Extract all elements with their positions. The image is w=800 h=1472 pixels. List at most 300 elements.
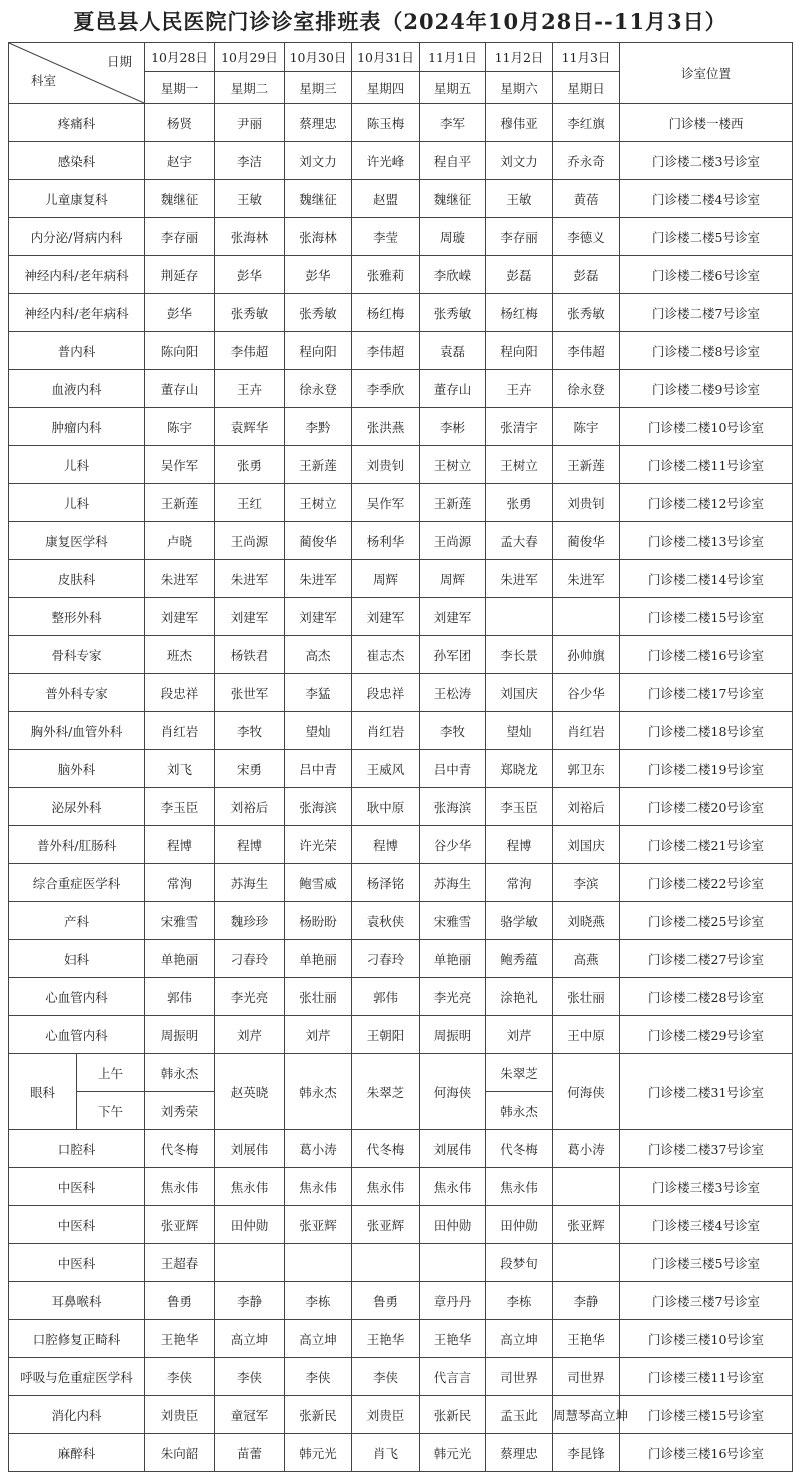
dept-name: 内分泌/肾病内科: [9, 218, 145, 256]
dept-name: 中医科: [9, 1206, 145, 1244]
room-location: 门诊楼二楼19号诊室: [620, 750, 793, 788]
table-row: [9, 674, 793, 712]
dept-name: 普外科专家: [9, 674, 145, 712]
doctor-cell: 李伟超: [352, 332, 420, 370]
dept-name: 感染科: [9, 142, 145, 180]
doctor-cell: 朱进军: [486, 560, 553, 598]
doctor-cell: 程向阳: [486, 332, 553, 370]
doctor-cell: 刘贵臣: [352, 1396, 420, 1434]
doctor-cell: 魏继征: [285, 180, 352, 218]
doctor-cell: 李洁: [215, 142, 285, 180]
doctor-cell: 刘文力: [285, 142, 352, 180]
weekday-header: 星期日: [553, 72, 620, 104]
doctor-cell: 谷少华: [420, 826, 486, 864]
doctor-cell: 李栋: [285, 1282, 352, 1320]
doctor-cell: 涂艳礼: [486, 978, 553, 1016]
doctor-cell: 彭磊: [486, 256, 553, 294]
doctor-cell: 郭伟: [352, 978, 420, 1016]
dept-name: 儿科: [9, 446, 145, 484]
room-location: 门诊楼二楼37号诊室: [620, 1130, 793, 1168]
doctor-cell: 董存山: [145, 370, 215, 408]
doctor-cell: [285, 1244, 352, 1282]
doctor-cell: 张秀敏: [215, 294, 285, 332]
doctor-cell: 吴作军: [145, 446, 215, 484]
doctor-cell: 彭华: [285, 256, 352, 294]
doctor-cell: 朱翠芝: [486, 1054, 553, 1092]
doctor-cell: [215, 1244, 285, 1282]
room-location: 门诊楼三楼7号诊室: [620, 1282, 793, 1320]
schedule-body-b: [9, 1130, 793, 1472]
doctor-cell: 周慧琴高立坤: [553, 1396, 620, 1434]
doctor-cell: 孟玉此: [486, 1396, 553, 1434]
doctor-cell: 李莹: [352, 218, 420, 256]
doctor-cell: 朱进军: [215, 560, 285, 598]
doctor-cell: 王新莲: [285, 446, 352, 484]
doctor-cell: 代冬梅: [486, 1130, 553, 1168]
doctor-cell: 常洵: [145, 864, 215, 902]
doctor-cell: 尹丽: [215, 104, 285, 142]
doctor-cell: 单艳丽: [420, 940, 486, 978]
doctor-cell: 董存山: [420, 370, 486, 408]
doctor-cell: 肖红岩: [553, 712, 620, 750]
doctor-cell: 李伟超: [215, 332, 285, 370]
doctor-cell: 李静: [553, 1282, 620, 1320]
doctor-cell: 徐永登: [553, 370, 620, 408]
doctor-cell: 韩元光: [285, 1434, 352, 1472]
doctor-cell: 穆伟亚: [486, 104, 553, 142]
doctor-cell: 高立坤: [215, 1320, 285, 1358]
doctor-cell: 望灿: [285, 712, 352, 750]
doctor-cell: [420, 1244, 486, 1282]
doctor-cell: 卢晓: [145, 522, 215, 560]
doctor-cell: 郭卫东: [553, 750, 620, 788]
dept-name: 中医科: [9, 1168, 145, 1206]
doctor-cell: 李红旗: [553, 104, 620, 142]
room-location: 门诊楼二楼6号诊室: [620, 256, 793, 294]
doctor-cell: 许光峰: [352, 142, 420, 180]
doctor-cell: 刘建军: [352, 598, 420, 636]
doctor-cell: [486, 598, 553, 636]
doctor-cell: 许光荣: [285, 826, 352, 864]
doctor-cell: 孙帅旗: [553, 636, 620, 674]
dept-name: 综合重症医学科: [9, 864, 145, 902]
table-row: [9, 294, 793, 332]
doctor-cell: 张新民: [420, 1396, 486, 1434]
date-header: 10月31日: [352, 43, 420, 72]
date-header: 10月29日: [215, 43, 285, 72]
dept-name: 眼科: [9, 1054, 77, 1130]
weekday-header: 星期四: [352, 72, 420, 104]
dept-name: 儿童康复科: [9, 180, 145, 218]
dept-name: 麻醉科: [9, 1434, 145, 1472]
room-location: 门诊楼二楼22号诊室: [620, 864, 793, 902]
doctor-cell: 张新民: [285, 1396, 352, 1434]
header-row-dates: [9, 43, 793, 72]
doctor-cell: 程向阳: [285, 332, 352, 370]
doctor-cell: 李光亮: [215, 978, 285, 1016]
doctor-cell: 田仲勋: [420, 1206, 486, 1244]
doctor-cell: 焦永伟: [352, 1168, 420, 1206]
doctor-cell: 王艳华: [420, 1320, 486, 1358]
doctor-cell: 朱进军: [145, 560, 215, 598]
doctor-cell: 章丹丹: [420, 1282, 486, 1320]
doctor-cell: 郭伟: [145, 978, 215, 1016]
doctor-cell: 蔺俊华: [285, 522, 352, 560]
doctor-cell: 张清宇: [486, 408, 553, 446]
dept-name: 妇科: [9, 940, 145, 978]
room-location: 门诊楼二楼14号诊室: [620, 560, 793, 598]
doctor-cell: 李侠: [352, 1358, 420, 1396]
doctor-cell: 魏继征: [145, 180, 215, 218]
room-location: 门诊楼二楼13号诊室: [620, 522, 793, 560]
schedule-table: [8, 42, 793, 1472]
table-row: [9, 256, 793, 294]
corner-header: [9, 43, 145, 104]
doctor-cell: 刘建军: [215, 598, 285, 636]
doctor-cell: 童冠军: [215, 1396, 285, 1434]
room-location: 门诊楼二楼10号诊室: [620, 408, 793, 446]
doctor-cell: 李牧: [420, 712, 486, 750]
room-location: 门诊楼二楼15号诊室: [620, 598, 793, 636]
doctor-cell: 耿中原: [352, 788, 420, 826]
dept-name: 呼吸与危重症医学科: [9, 1358, 145, 1396]
doctor-cell: 程博: [145, 826, 215, 864]
doctor-cell: 蔡理忠: [285, 104, 352, 142]
dept-name: 疼痛科: [9, 104, 145, 142]
doctor-cell: 田仲勋: [215, 1206, 285, 1244]
doctor-cell: 葛小涛: [285, 1130, 352, 1168]
table-row: [9, 522, 793, 560]
doctor-cell: 王威风: [352, 750, 420, 788]
doctor-cell: 李牧: [215, 712, 285, 750]
doctor-cell: 苏海生: [420, 864, 486, 902]
doctor-cell: 鲍雪威: [285, 864, 352, 902]
room-location: 门诊楼三楼10号诊室: [620, 1320, 793, 1358]
doctor-cell: 王敏: [215, 180, 285, 218]
doctor-cell: 黄蓓: [553, 180, 620, 218]
doctor-cell: 单艳丽: [285, 940, 352, 978]
table-row: [9, 446, 793, 484]
room-location: 门诊楼二楼20号诊室: [620, 788, 793, 826]
dept-name: 康复医学科: [9, 522, 145, 560]
doctor-cell: 王树立: [285, 484, 352, 522]
doctor-cell: 李栋: [486, 1282, 553, 1320]
doctor-cell: 刘建军: [420, 598, 486, 636]
table-row: [9, 1130, 793, 1168]
dept-name: 心血管内科: [9, 1016, 145, 1054]
doctor-cell: 张壮丽: [553, 978, 620, 1016]
date-header: 11月1日: [420, 43, 486, 72]
doctor-cell: 韩元光: [420, 1434, 486, 1472]
doctor-cell: 周璇: [420, 218, 486, 256]
doctor-cell: 蔡理忠: [486, 1434, 553, 1472]
weekday-header: 星期五: [420, 72, 486, 104]
doctor-cell: 张海滨: [285, 788, 352, 826]
doctor-cell: 刘芹: [215, 1016, 285, 1054]
doctor-cell: 周振明: [145, 1016, 215, 1054]
date-header: 10月30日: [285, 43, 352, 72]
doctor-cell: 王新莲: [145, 484, 215, 522]
doctor-cell: 刘芹: [486, 1016, 553, 1054]
corner-date-label: 日期: [106, 54, 132, 69]
dept-name: 神经内科/老年病科: [9, 256, 145, 294]
room-location: 门诊楼二楼4号诊室: [620, 180, 793, 218]
doctor-cell: 王卉: [215, 370, 285, 408]
doctor-cell: 苗蕾: [215, 1434, 285, 1472]
doctor-cell: 徐永登: [285, 370, 352, 408]
room-location: 门诊楼二楼5号诊室: [620, 218, 793, 256]
room-location: 门诊楼三楼11号诊室: [620, 1358, 793, 1396]
doctor-cell: 刘秀荣: [145, 1092, 215, 1130]
date-header: 11月2日: [486, 43, 553, 72]
weekday-header: 星期一: [145, 72, 215, 104]
doctor-cell: 朱进军: [553, 560, 620, 598]
table-row: [9, 712, 793, 750]
doctor-cell: 程博: [352, 826, 420, 864]
doctor-cell: 周辉: [352, 560, 420, 598]
room-location: 门诊楼二楼9号诊室: [620, 370, 793, 408]
doctor-cell: 张秀敏: [285, 294, 352, 332]
doctor-cell: 刁春玲: [215, 940, 285, 978]
doctor-cell: 杨盼盼: [285, 902, 352, 940]
doctor-cell: 刘晓燕: [553, 902, 620, 940]
table-row: [9, 1206, 793, 1244]
doctor-cell: 苏海生: [215, 864, 285, 902]
room-location: 门诊楼三楼5号诊室: [620, 1244, 793, 1282]
doctor-cell: 张亚辉: [145, 1206, 215, 1244]
doctor-cell: 班杰: [145, 636, 215, 674]
doctor-cell: 王树立: [486, 446, 553, 484]
doctor-cell: 李德义: [553, 218, 620, 256]
table-row: [9, 1358, 793, 1396]
doctor-cell: 张勇: [215, 446, 285, 484]
doctor-cell: 刘芹: [285, 1016, 352, 1054]
doctor-cell: 代冬梅: [352, 1130, 420, 1168]
doctor-cell: 王超春: [145, 1244, 215, 1282]
table-row: [9, 218, 793, 256]
room-location: 门诊楼二楼17号诊室: [620, 674, 793, 712]
doctor-cell: 李侠: [145, 1358, 215, 1396]
dept-name: 骨科专家: [9, 636, 145, 674]
doctor-cell: 陈宇: [145, 408, 215, 446]
table-row: [9, 978, 793, 1016]
doctor-cell: 宋勇: [215, 750, 285, 788]
dept-name: 口腔修复正畸科: [9, 1320, 145, 1358]
table-row: [9, 1282, 793, 1320]
doctor-cell: 孙军团: [420, 636, 486, 674]
dept-name: 耳鼻喉科: [9, 1282, 145, 1320]
doctor-cell: 张世军: [215, 674, 285, 712]
doctor-cell: 葛小涛: [553, 1130, 620, 1168]
room-location: 门诊楼二楼31号诊室: [620, 1054, 793, 1130]
doctor-cell: 谷少华: [553, 674, 620, 712]
room-location: 门诊楼二楼25号诊室: [620, 902, 793, 940]
doctor-cell: 刘裕后: [215, 788, 285, 826]
doctor-cell: 张亚辉: [553, 1206, 620, 1244]
doctor-cell: 单艳丽: [145, 940, 215, 978]
dept-name: 普外科/肛肠科: [9, 826, 145, 864]
doctor-cell: 韩永杰: [145, 1054, 215, 1092]
table-row: [9, 598, 793, 636]
doctor-cell: [553, 598, 620, 636]
doctor-cell: 段梦旬: [486, 1244, 553, 1282]
room-location: 门诊楼二楼8号诊室: [620, 332, 793, 370]
doctor-cell: 李侠: [215, 1358, 285, 1396]
doctor-cell: [553, 1244, 620, 1282]
dept-name: 血液内科: [9, 370, 145, 408]
room-location: 门诊楼二楼21号诊室: [620, 826, 793, 864]
doctor-cell: 刘展伟: [420, 1130, 486, 1168]
doctor-cell: 王艳华: [145, 1320, 215, 1358]
table-row: [9, 408, 793, 446]
dept-name: 中医科: [9, 1244, 145, 1282]
doctor-cell: 望灿: [486, 712, 553, 750]
doctor-cell: 袁秋侠: [352, 902, 420, 940]
doctor-cell: 肖红岩: [352, 712, 420, 750]
doctor-cell: 吴作军: [352, 484, 420, 522]
room-location: 门诊楼三楼4号诊室: [620, 1206, 793, 1244]
page-title: 夏邑县人民医院门诊诊室排班表（2024年10月28日--11月3日）: [73, 9, 727, 34]
doctor-cell: 焦永伟: [486, 1168, 553, 1206]
table-row: [9, 788, 793, 826]
doctor-cell: [352, 1244, 420, 1282]
doctor-cell: 鲁勇: [145, 1282, 215, 1320]
doctor-cell: 张亚辉: [352, 1206, 420, 1244]
table-row: [9, 864, 793, 902]
doctor-cell: 韩永杰: [285, 1054, 352, 1130]
doctor-cell: 李猛: [285, 674, 352, 712]
table-row: [9, 1016, 793, 1054]
doctor-cell: 鲁勇: [352, 1282, 420, 1320]
table-row: [9, 1320, 793, 1358]
doctor-cell: 张壮丽: [285, 978, 352, 1016]
corner-dept-label: 科室: [31, 73, 57, 88]
room-location: 门诊楼二楼29号诊室: [620, 1016, 793, 1054]
doctor-cell: 赵宇: [145, 142, 215, 180]
doctor-cell: 蔺俊华: [553, 522, 620, 560]
schedule-body-a: [9, 104, 793, 1054]
eye-dept-block: [9, 1054, 793, 1130]
room-location: 门诊楼二楼7号诊室: [620, 294, 793, 332]
room-location: 门诊楼二楼11号诊室: [620, 446, 793, 484]
doctor-cell: 杨利华: [352, 522, 420, 560]
doctor-cell: 张秀敏: [420, 294, 486, 332]
doctor-cell: 张海林: [215, 218, 285, 256]
table-row: [9, 1168, 793, 1206]
weekday-header: 星期六: [486, 72, 553, 104]
doctor-cell: 袁磊: [420, 332, 486, 370]
doctor-cell: 韩永杰: [486, 1092, 553, 1130]
doctor-cell: 杨泽铭: [352, 864, 420, 902]
doctor-cell: 杨铁君: [215, 636, 285, 674]
eye-pm-label: 下午: [77, 1092, 145, 1130]
doctor-cell: 朱进军: [285, 560, 352, 598]
doctor-cell: 李长景: [486, 636, 553, 674]
doctor-cell: 程博: [486, 826, 553, 864]
doctor-cell: 高立坤: [486, 1320, 553, 1358]
table-row: [9, 1396, 793, 1434]
doctor-cell: 杨贤: [145, 104, 215, 142]
room-location: 门诊楼二楼12号诊室: [620, 484, 793, 522]
doctor-cell: 孟大春: [486, 522, 553, 560]
table-row: [9, 180, 793, 218]
table-row: [9, 1434, 793, 1472]
room-location: 门诊楼三楼16号诊室: [620, 1434, 793, 1472]
weekday-header: 星期二: [215, 72, 285, 104]
doctor-cell: 赵英晓: [215, 1054, 285, 1130]
doctor-cell: 刘文力: [486, 142, 553, 180]
table-row: [9, 826, 793, 864]
doctor-cell: 李玉臣: [145, 788, 215, 826]
dept-name: 脑外科: [9, 750, 145, 788]
doctor-cell: 高杰: [285, 636, 352, 674]
doctor-cell: 王朝阳: [352, 1016, 420, 1054]
dept-name: 泌尿外科: [9, 788, 145, 826]
doctor-cell: 周振明: [420, 1016, 486, 1054]
doctor-cell: 司世界: [553, 1358, 620, 1396]
doctor-cell: 赵盟: [352, 180, 420, 218]
doctor-cell: 代言言: [420, 1358, 486, 1396]
doctor-cell: 张亚辉: [285, 1206, 352, 1244]
date-header: 11月3日: [553, 43, 620, 72]
room-location: 门诊楼二楼18号诊室: [620, 712, 793, 750]
table-row: [9, 750, 793, 788]
doctor-cell: 王尚源: [215, 522, 285, 560]
doctor-cell: 高立坤: [285, 1320, 352, 1358]
doctor-cell: 肖飞: [352, 1434, 420, 1472]
room-location: 门诊楼三楼3号诊室: [620, 1168, 793, 1206]
doctor-cell: 何海侠: [420, 1054, 486, 1130]
dept-name: 皮肤科: [9, 560, 145, 598]
doctor-cell: 田仲勋: [486, 1206, 553, 1244]
doctor-cell: 张洪燕: [352, 408, 420, 446]
location-header: 诊室位置: [620, 43, 793, 104]
doctor-cell: 李黔: [285, 408, 352, 446]
doctor-cell: 王新莲: [420, 484, 486, 522]
doctor-cell: 张秀敏: [553, 294, 620, 332]
doctor-cell: 刘贵臣: [145, 1396, 215, 1434]
table-row: [9, 902, 793, 940]
doctor-cell: 王松涛: [420, 674, 486, 712]
doctor-cell: 王艳华: [352, 1320, 420, 1358]
dept-name: 普内科: [9, 332, 145, 370]
doctor-cell: 焦永伟: [215, 1168, 285, 1206]
dept-name: 肿瘤内科: [9, 408, 145, 446]
doctor-cell: 宋雅雪: [145, 902, 215, 940]
room-location: 门诊楼二楼27号诊室: [620, 940, 793, 978]
doctor-cell: 王卉: [486, 370, 553, 408]
table-row: [9, 940, 793, 978]
doctor-cell: 李昆锋: [553, 1434, 620, 1472]
dept-name: 心血管内科: [9, 978, 145, 1016]
doctor-cell: 何海侠: [553, 1054, 620, 1130]
doctor-cell: 彭华: [145, 294, 215, 332]
dept-name: 口腔科: [9, 1130, 145, 1168]
doctor-cell: 张海林: [285, 218, 352, 256]
doctor-cell: 魏继征: [420, 180, 486, 218]
doctor-cell: 周辉: [420, 560, 486, 598]
doctor-cell: 王树立: [420, 446, 486, 484]
dept-name: 整形外科: [9, 598, 145, 636]
doctor-cell: 李滨: [553, 864, 620, 902]
doctor-cell: 李侠: [285, 1358, 352, 1396]
doctor-cell: 王尚源: [420, 522, 486, 560]
doctor-cell: 宋雅雪: [420, 902, 486, 940]
doctor-cell: 刘国庆: [486, 674, 553, 712]
doctor-cell: 刘建军: [285, 598, 352, 636]
doctor-cell: 彭磊: [553, 256, 620, 294]
doctor-cell: 朱向韶: [145, 1434, 215, 1472]
